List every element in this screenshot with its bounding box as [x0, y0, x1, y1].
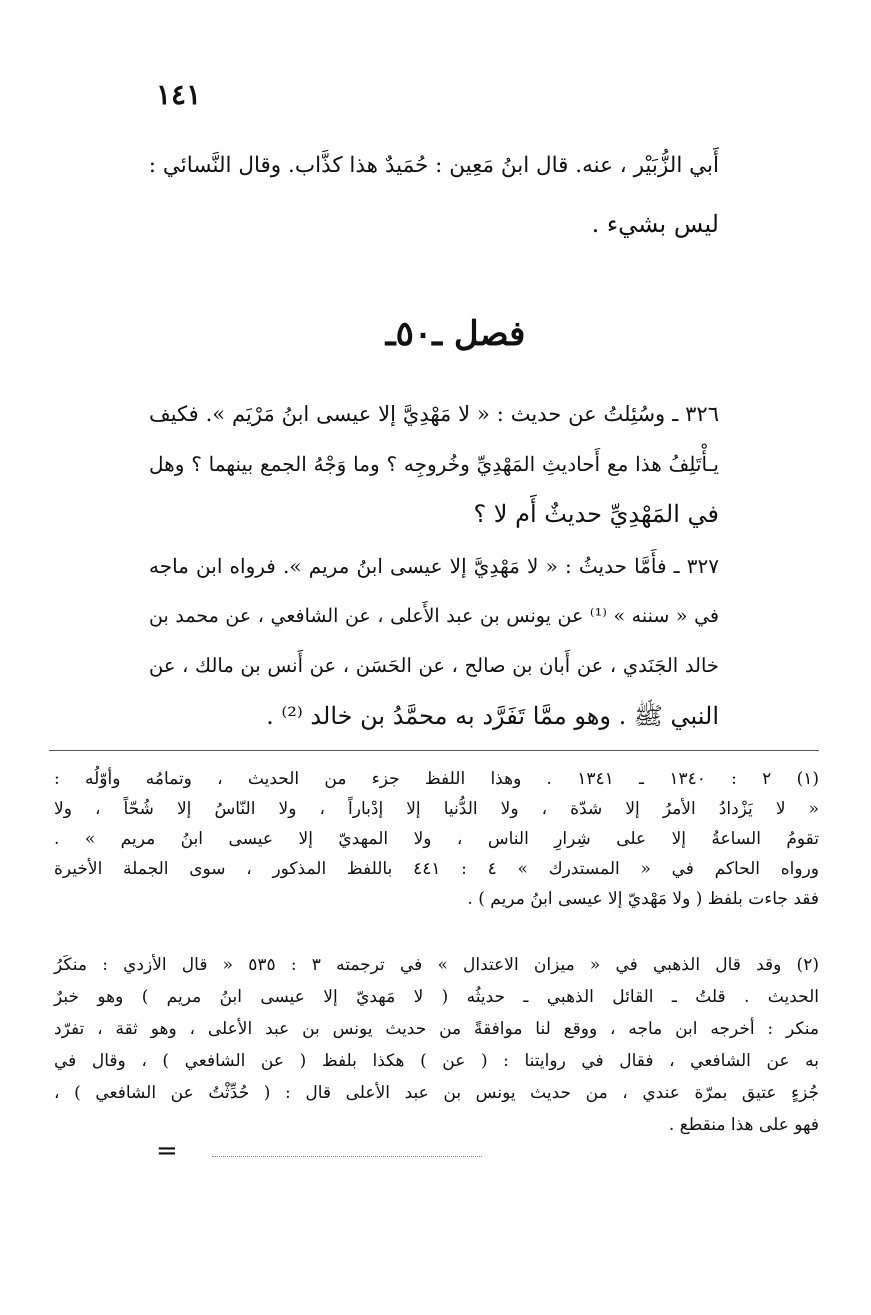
footnote-line: (١) ٢ : ١٣٤٠ ـ ١٣٤١ . وهذا اللفظ جزء من الحديث ، وتمامُه وأوّلُه :	[54, 769, 819, 789]
intro-paragraph	[149, 146, 719, 246]
footnote-line: فقد جاءت بلفظ ( ولا مَهْديّ إلا عيسى ابنُ مريم ) .	[467, 889, 819, 909]
footnote-line: « لا يَزْدادُ الأمرُ إلا شدّة ، ولا الدُّنيا إلا إدْباراً ، ولا النّاسُ إلا شُحّاً ، ولا	[54, 799, 819, 819]
question-line: ٣٢٦ ـ وسُئِلتُ عن حديث : « لا مَهْدِيَّ إلا عيسى ابنُ مَرْيَم ». فكيف	[149, 402, 719, 426]
intro-line: أَبي الزُّبَيْر ، عنه. قال ابنُ مَعِين : حُمَيدٌ هذا كذَّاب. وقال النَّسائي :	[148, 153, 719, 178]
footnote-line: به عن الشافعي ، فقال في روايتنا : ( عن ) هكذا بلفظ ( عن الشافعي ) ، وقال في	[54, 1051, 819, 1071]
question-line: يـأْتَلِفُ هذا مع أَحاديثِ المَهْدِيِّ وخُروجِه ؟ وما وَجْهُ الجمع بينهما ؟ وهل	[149, 452, 719, 476]
question-line: في المَهْدِيِّ حديثٌ أَم لا ؟	[473, 500, 719, 528]
section-heading: فصل ـ٥٠ـ	[385, 314, 526, 354]
footnote-line: جُزءٍ عتيق بمرّة عندي ، من حديث يونس بن عبد الأعلى قال : ( حُدِّثْتُ عن الشافعي ) ،	[54, 1083, 819, 1103]
page-number: ١٤١	[156, 78, 202, 111]
footnote-line: منكر : أخرجه ابن ماجه ، ووقع لنا موافقةً من حديث يونس بن عبد الأعلى ، وهو ثقة ، تفرّد	[54, 1019, 819, 1039]
answer-line: في « سننه » ⁽¹⁾ عن يونس بن عبد الأَعلى ، عن الشافعي ، عن محمد بن	[149, 605, 719, 627]
answer-line: خالد الجَنَدي ، عن أَبان بن صالح ، عن الحَسَن ، عن أَنس بن مالك ، عن	[149, 654, 719, 677]
answer-line: ٣٢٧ ـ فأَمَّا حديثُ : « لا مَهْدِيَّ إلا عيسى ابنُ مريم ». فرواه ابن ماجه	[149, 554, 719, 578]
answer-paragraph	[149, 546, 719, 746]
footnote-2	[54, 950, 819, 1140]
intro-line: ليس بشيء .	[591, 210, 719, 238]
question-paragraph	[149, 394, 719, 544]
footnote-line: فهو على هذا منقطع .	[668, 1115, 819, 1135]
answer-line: النبي ﷺ . وهو ممَّا تَفَرَّد به محمَّدُ بن خالد ⁽²⁾ .	[266, 702, 719, 730]
footnote-separator	[49, 750, 819, 751]
footnote-line: ورواه الحاكم في « المستدرك » ٤ : ٤٤١ باللفظ المذكور ، سوى الجملة الأخيرة	[54, 859, 820, 879]
continuation-mark: =	[156, 1136, 178, 1166]
dotted-divider	[212, 1156, 482, 1157]
footnote-line: تقومُ الساعةُ إلا على شِرارِ الناس ، ولا المهديّ إلا عيسى ابنُ مريم » .	[54, 829, 819, 849]
footnote-1	[54, 764, 819, 914]
footnote-line: الحديث . قلتُ ـ القائل الذهبي ـ حديثُه ( لا مَهديّ إلا عيسى ابنُ مريم ) وهو خبرٌ	[54, 987, 819, 1007]
footnote-line: (٢) وقد قال الذهبي في « ميزان الاعتدال » في ترجمته ٣ : ٥٣٥ « قال الأزدي : منكَرُ	[54, 955, 819, 975]
